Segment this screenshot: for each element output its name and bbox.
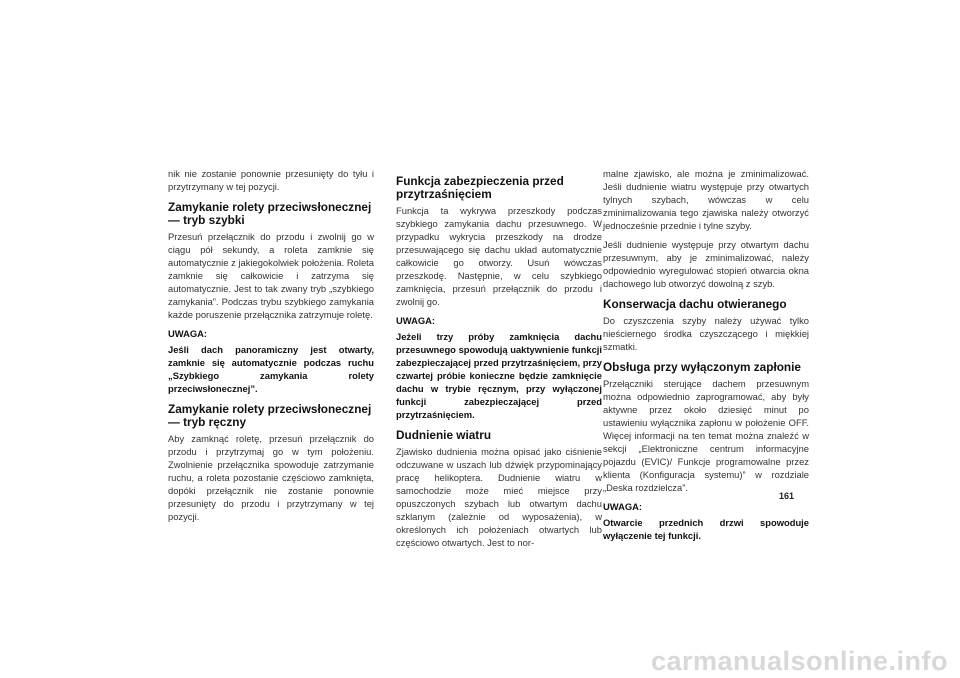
paragraph: Aby zamknąć roletę, przesuń przełącznik do przodu i przytrzymaj go w tym położeniu. Zwolnienie przełącznika spowoduje zatrzymanie ruchu, a roleta pozostanie częściowo zamknięta, dopóki przełącznik nie zostanie ponownie przesunięty do przodu i przytrzymany w tej pozycji. <box>168 433 374 522</box>
section-heading: Obsługa przy wyłączonym zapłonie <box>603 360 801 374</box>
paragraph: Funkcja ta wykrywa przeszkody podczas szybkiego zamykania dachu przesuwnego. W przypadku wykrycia przeszkody na drodze przesuwającego się dachu układ automatycznie całkowicie go otworzy. Usuń wówczas przeszkodę. Następnie, w celu szybkiego zamknięcia, przesuń przełącznik do przodu i zwolnij go. <box>396 205 602 307</box>
paragraph: Przełączniki sterujące dachem przesuwnym można odpowiednio zaprogramować, aby były aktywne przez około dziesięć minut po ustawieniu wyłącznika zapłonu w położenie OFF. Więcej informacji na ten temat można znaleźć w sekcji „Elektroniczne centrum informacyjne pojazdu (EVIC)/ Funkcje programowalne przez klienta (Konfiguracja systemu)” w rozdziale „Deska rozdzielcza”. <box>603 378 809 493</box>
watermark-logo-text[interactable]: carmanualsonline.info <box>650 646 948 676</box>
paragraph: nik nie zostanie ponownie przesunięty do tyłu i przytrzymany w tej pozycji. <box>168 168 374 192</box>
note-text: Jeśli dach panoramiczny jest otwarty, zamknie się automatycznie podczas ruchu „Szybkiego zamykania rolety przeciwsłonecznej”. <box>168 344 374 394</box>
paragraph: malne zjawisko, ale można je zminimalizować. Jeśli dudnienie wiatru występuje przy otwartych tylnych szybach, wówczas w celu zminimalizowania tego zjawiska należy otworzyć jednocześnie przednie i tylne szyby. <box>603 168 809 231</box>
section-heading: Konserwacja dachu otwieranego <box>603 297 787 311</box>
note-label: UWAGA: <box>396 315 436 326</box>
paragraph: Do czyszczenia szyby należy używać tylko nieściernego środka czyszczącego i miękkiej szmatki. <box>603 315 809 352</box>
note-label: UWAGA: <box>168 328 208 339</box>
section-heading: Zamykanie rolety przeciwsłonecznej — tryb szybki <box>168 200 372 227</box>
paragraph: Przesuń przełącznik do przodu i zwolnij go w ciągu pół sekundy, a roleta zamknie się automatycznie z jakiegokolwiek położenia. Roleta zamknie się całkowicie i zatrzyma się automatycznie. Jest to tak zwany tryb „szybkiego zamykania”. Podczas trybu szybkiego zamykania każde poruszenie przełącznika zatrzymuje roletę. <box>168 231 374 320</box>
section-heading: Funkcja zabezpieczenia przed przytrzaśnięciem <box>396 174 564 201</box>
page-number: 161 <box>779 491 795 501</box>
column-middle <box>396 167 602 555</box>
paragraph: Zjawisko dudnienia można opisać jako ciśnienie odczuwane w uszach lub dźwięk przypominający pracę helikoptera. Dudnienie wiatru w samochodzie może mieć miejsce przy opuszczonych szybach lub otwartym dachu szklanym (zależnie od wyposażenia), w określonych ich położeniach otwartych lub częściowo otwartych. Jest to nor- <box>396 446 602 548</box>
section-heading: Dudnienie wiatru <box>396 428 492 442</box>
note-text: Jeżeli trzy próby zamknięcia dachu przesuwnego spowodują uaktywnienie funkcji zabezpieczającej przed przytrzaśnięciem, przy czwartej próbie konieczne będzie zamknięcie dachu w trybie ręcznym, przy wyłączonej funkcji zabezpieczającej przed przytrzaśnięciem. <box>396 331 602 420</box>
paragraph: Jeśli dudnienie występuje przy otwartym dachu przesuwnym, aby je zminimalizować, należy odpowiednio wyregulować stopień otwarcia okna dachowego lub otworzyć dowolną z szyb. <box>603 239 809 289</box>
note-text: Otwarcie przednich drzwi spowoduje wyłączenie tej funkcji. <box>603 517 809 541</box>
column-left <box>168 167 374 529</box>
section-heading: Zamykanie rolety przeciwsłonecznej — tryb ręczny <box>168 402 372 429</box>
note-label: UWAGA: <box>603 501 643 512</box>
